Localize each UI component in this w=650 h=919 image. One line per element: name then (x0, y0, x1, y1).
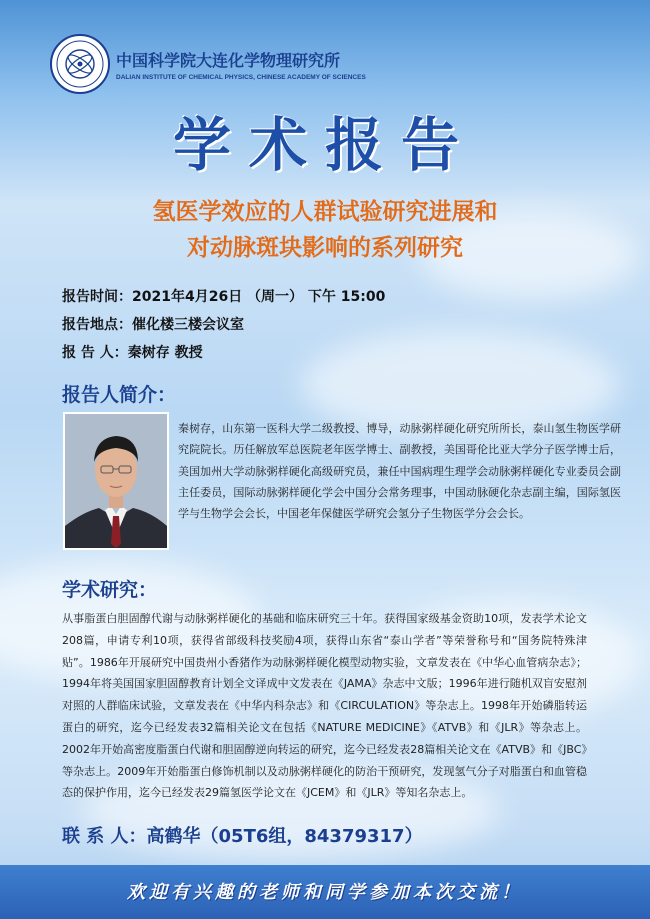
talk-speaker: 报 告 人：秦树存 教授 (62, 345, 203, 361)
talk-title-line-2: 对动脉斑块影响的系列研究 (187, 235, 463, 261)
speaker-photo (63, 412, 169, 550)
footer-invitation: 欢迎有兴趣的老师和同学参加本次交流！ (127, 882, 523, 903)
institute-seal-icon (50, 34, 110, 94)
talk-time: 报告时间：2021年4月26日 （周一） 下午 15:00 (62, 289, 386, 305)
talk-title-line-1: 氢医学效应的人群试验研究进展和 (152, 199, 498, 225)
bio-heading: 报告人简介： (62, 384, 177, 406)
institute-header (50, 34, 366, 94)
contact-info: 联 系 人：高鹤华（05T6组，84379317） (62, 826, 423, 847)
bio-text: 秦树存，山东第一医科大学二级教授、博导，动脉粥样硬化研究所所长，泰山氢生物医学研究院院长。历任解放军总医院老年医学博士、副教授，美国哥伦比亚大学分子医学博士后，美国加州大学动脉粥样硬化高级研究员，兼任中国病理生理学会动脉粥样硬化专业委员会副主任委员，国际动脉粥样硬化学会中国分会常务理事，中国动脉硬化杂志副主编，国际氢医学与生物学会会长，中国老年保健医学研究会氢分子生物医学分会会长。 (178, 422, 621, 521)
institute-name-en: DALIAN INSTITUTE OF CHEMICAL PHYSICS, CHINESE ACADEMY OF SCIENCES (116, 73, 366, 81)
institute-name-cn: 中国科学院大连化学物理研究所 (116, 50, 341, 70)
research-heading: 学术研究： (62, 579, 158, 601)
page-title: 学术报告 (172, 111, 477, 179)
talk-place: 报告地点：催化楼三楼会议室 (62, 317, 244, 333)
research-text: 从事脂蛋白胆固醇代谢与动脉粥样硬化的基础和临床研究三十年。获得国家级基金资助10项，发表学术论文208篇，申请专利10项，获得省部级科技奖励4项，获得山东省“泰山学者”等荣誉称号和“国务院特殊津贴”。1986年开展研究中国贵州小香猪作为动脉粥样硬化模型动物实验，文章发表在《中华心血管病杂志》；1994年将美国国家胆固醇教育计划全文译成中文发表在《JAMA》杂志中文版；1996年进行随机双盲安慰剂对照的人群临床试验，文章发表在《中华内科杂志》和《CIRCULATION》等杂志上。1998年开始磷脂转运蛋白的研究，迄今已经发表32篇相关论文在包括《NATURE MEDICINE》《ATVB》和《JLR》等杂志上。2002年开始高密度脂蛋白代谢和胆固醇逆向转运的研究，迄今已经发表28篇相关论文在《ATVB》和《JBC》等杂志上。2009年开始脂蛋白修饰机制以及动脉粥样硬化的防治干预研究，发现氢气分子对脂蛋白和血管稳态的保护作用，迄今已经发表29篇氢医学论文在《JCEM》和《JLR》等知名杂志上。 (62, 612, 587, 800)
